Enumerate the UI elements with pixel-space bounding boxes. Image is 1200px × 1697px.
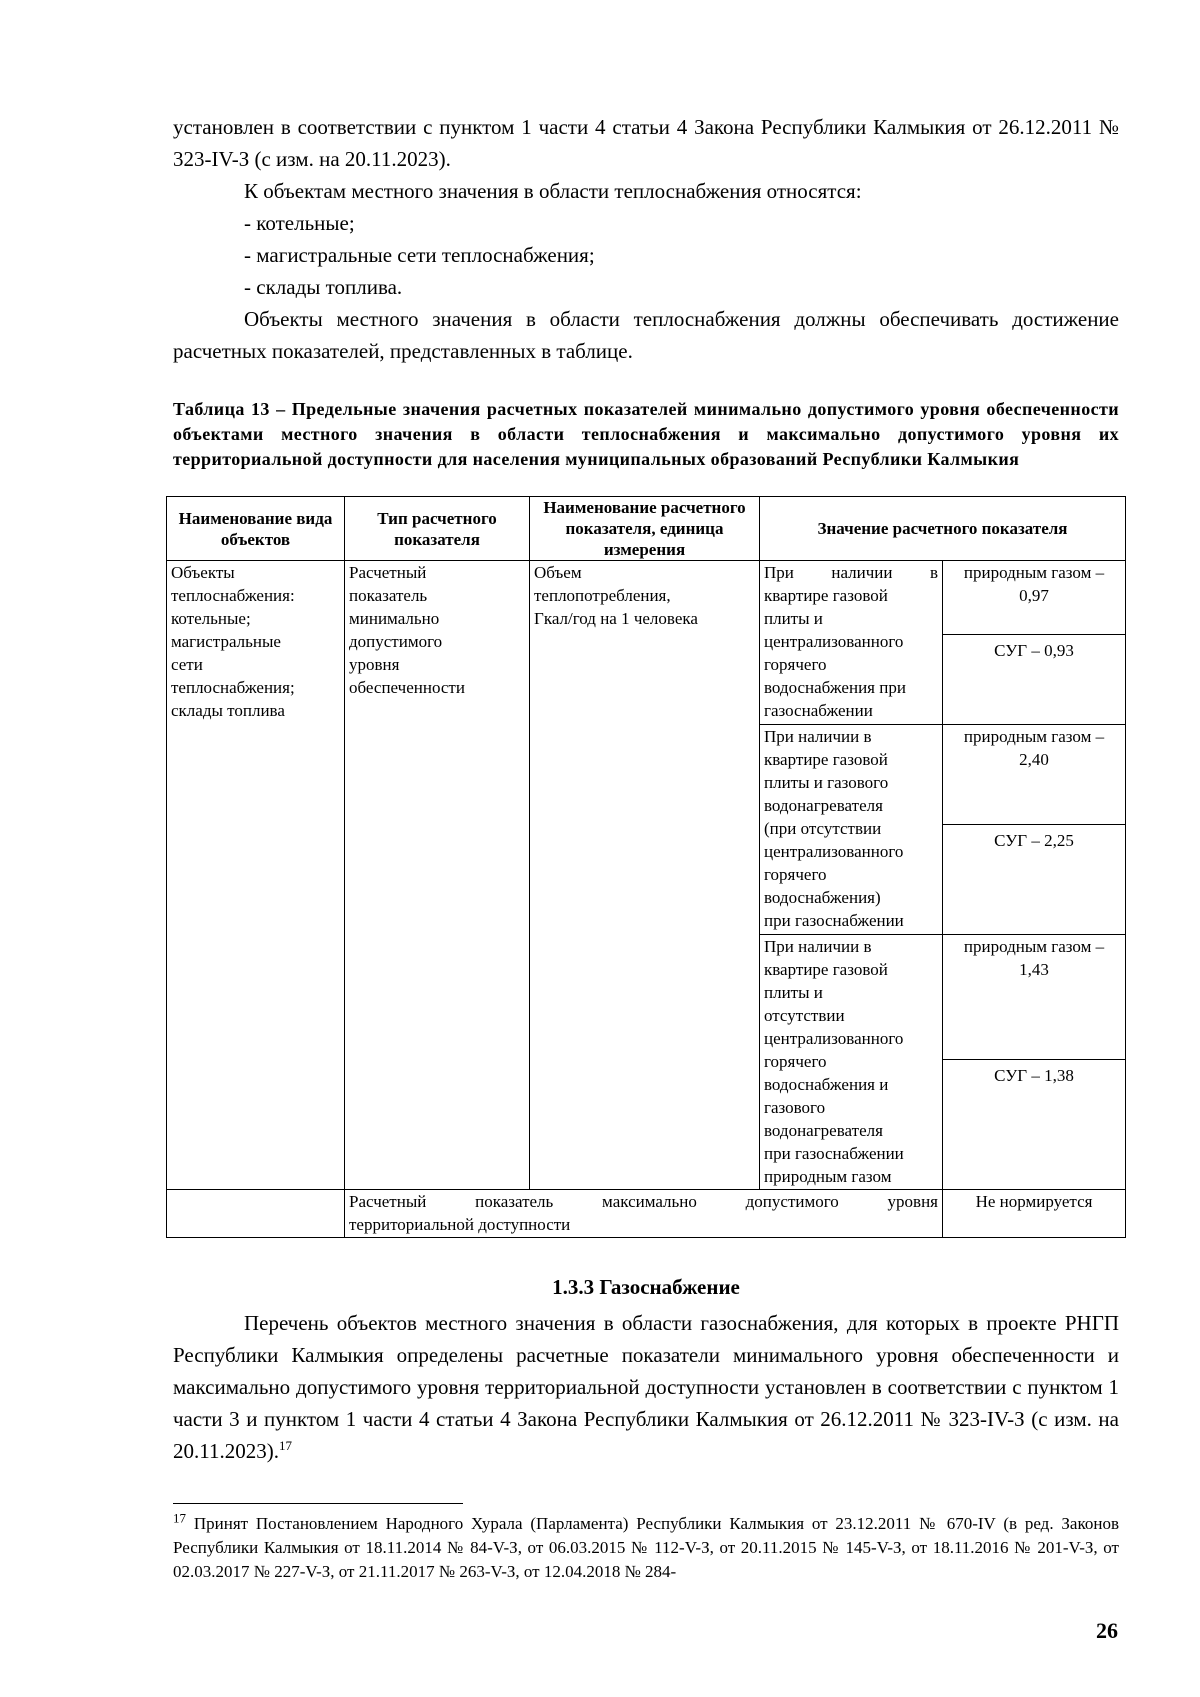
objects-paragraph: Объекты местного значения в области теплоснабжения должны обеспечивать достижение расчетных показателей, представленных в таблице. xyxy=(173,307,1119,363)
page-number: 26 xyxy=(1096,1618,1118,1643)
value-lpg-3: СУГ – 1,38 xyxy=(943,1060,1126,1190)
table-caption: Таблица 13 – Предельные значения расчетных показателей минимально допустимого уровня обеспеченности объектами местного значения в области теплоснабжения и максимально допустимого уровня их территориальной доступности для населения муниципальных образований Республики Калмыкия xyxy=(173,399,1119,469)
indicators-table xyxy=(166,496,1126,1238)
intro-paragraph: установлен в соответствии с пунктом 1 части 4 статьи 4 Закона Республики Калмыкия от 26.12.2011 № 323-IV-З (с изм. на 20.11.2023). xyxy=(173,115,1119,171)
value-lpg-1: СУГ – 0,93 xyxy=(943,635,1126,725)
footnote: $^{17}$ Принят Постановлением Народного Хурала (Парламента) Республики Калмыкия от 23.12.2011 № 670-IV (в ред. Законов Республики Калмыкия от 18.11.2014 № 84-V-З, от 06.03.2015 № 112-V-З, от 20.11.2015 № 145-V-З, от 18.11.2016 № 201-V-З, от 02.03.2017 № 227-V-З, от 21.11.2017 № 263-V-З, от 12.04.2018 № 284- xyxy=(173,1510,1119,1581)
table-header-row xyxy=(167,497,1126,561)
footnote-number: 17 xyxy=(173,1510,186,1526)
section-heading: 1.3.3 Газоснабжение xyxy=(552,1275,740,1299)
list-item: - котельные; xyxy=(244,211,355,235)
value-natural-gas-1: природным газом – 0,97 xyxy=(943,561,1126,635)
condition-cell-1: При наличии в квартире газовой плиты и централизованного горячего водоснабжения при газоснабжении xyxy=(760,561,943,725)
header-indicator-value: Значение расчетного показателя xyxy=(760,497,1126,561)
list-item: - магистральные сети теплоснабжения; xyxy=(244,243,595,267)
value-natural-gas-2: природным газом – 2,40 xyxy=(943,725,1126,825)
value-lpg-2: СУГ – 2,25 xyxy=(943,825,1126,935)
table-row xyxy=(167,561,1126,635)
table-row xyxy=(167,1190,1126,1238)
header-object-type: Наименование вида объектов xyxy=(167,497,345,561)
list-item: - склады топлива. xyxy=(244,275,403,299)
max-indicator-cell: Расчетный показатель максимально допустимого уровня территориальной доступности xyxy=(345,1190,943,1238)
footnote-separator xyxy=(173,1503,463,1504)
header-indicator-name: Наименование расчетного показателя, единица измерения xyxy=(530,497,760,561)
empty-cell xyxy=(167,1190,345,1238)
condition-cell-3: При наличии в квартире газовой плиты и отсутствии централизованного горячего водоснабжения и газового водонагревателя при газоснабжении природным газом xyxy=(760,935,943,1190)
object-type-cell: Объекты теплоснабжения: котельные; магистральные сети теплоснабжения; склады топлива xyxy=(167,561,345,1190)
condition-cell-2: При наличии в квартире газовой плиты и газового водонагревателя (при отсутствии централизованного горячего водоснабжения) при газоснабжении xyxy=(760,725,943,935)
gas-paragraph: Перечень объектов местного значения в области газоснабжения, для которых в проекте РНГП Республики Калмыкия определены расчетные показатели минимального уровня обеспеченности и максимально допустимого уровня территориальной доступности установлен в соответствии с пунктом 1 части 3 и пунктом 1 части 4 статьи 4 Закона Республики Калмыкия от 26.12.2011 № 323-IV-З (с изм. на 20.11.2023).$^{17}$ xyxy=(173,1311,1119,1463)
header-indicator-type: Тип расчетного показателя xyxy=(345,497,530,561)
value-natural-gas-3: природным газом – 1,43 xyxy=(943,935,1126,1060)
max-indicator-value: Не нормируется xyxy=(943,1190,1126,1238)
indicator-name-cell: Объем теплопотребления, Гкал/год на 1 человека xyxy=(530,561,760,1190)
footnote-ref: 17 xyxy=(278,1438,292,1453)
objects-intro: К объектам местного значения в области теплоснабжения относятся: xyxy=(244,179,862,203)
indicator-type-cell: Расчетный показатель минимально допустимого уровня обеспеченности xyxy=(345,561,530,1190)
